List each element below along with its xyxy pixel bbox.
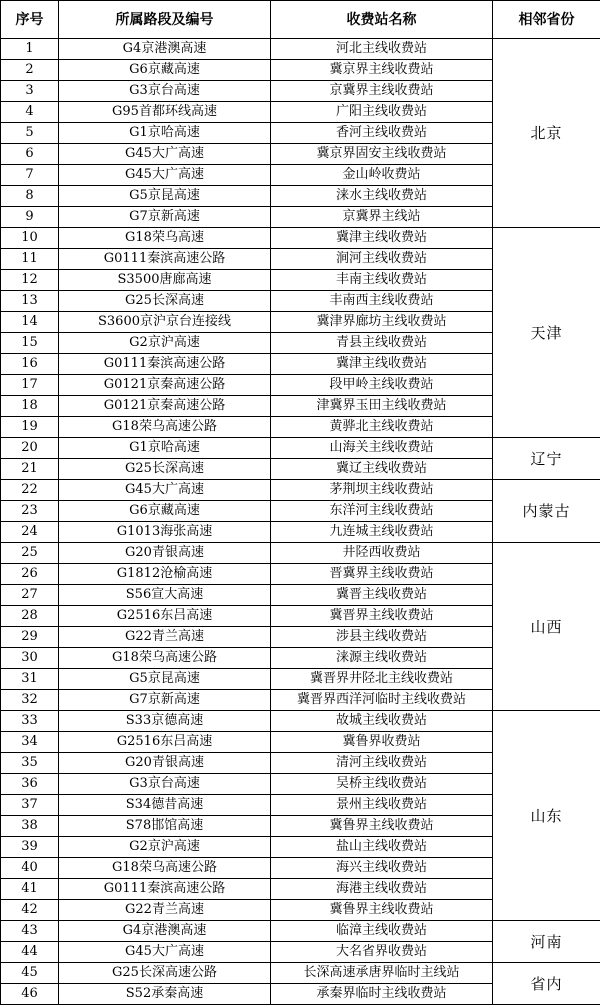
row-number: 24 [1,522,59,543]
header-station: 收费站名称 [271,1,493,39]
station-name: 冀津主线收费站 [271,354,493,375]
road-name: S56宣大高速 [59,585,271,606]
station-name: 丰南西主线收费站 [271,291,493,312]
road-name: G2516东吕高速 [59,606,271,627]
station-name: 晋冀界主线收费站 [271,564,493,585]
row-number: 3 [1,81,59,102]
table-row [1,543,600,564]
row-number: 39 [1,837,59,858]
station-name: 京冀界主线收费站 [271,81,493,102]
station-name: 冀京界固安主线收费站 [271,144,493,165]
road-name: G1013海张高速 [59,522,271,543]
row-number: 23 [1,501,59,522]
adjacent-province: 山东 [493,711,600,921]
station-name: 河北主线收费站 [271,39,493,60]
station-name: 香河主线收费站 [271,123,493,144]
row-number: 20 [1,438,59,459]
road-name: G18荣乌高速公路 [59,648,271,669]
road-name: G45大广高速 [59,144,271,165]
table-row [1,711,600,732]
row-number: 17 [1,375,59,396]
station-name: 冀晋界井陉北主线收费站 [271,669,493,690]
road-name: G1京哈高速 [59,438,271,459]
road-name: G0111秦滨高速公路 [59,879,271,900]
road-name: S3600京沪京台连接线 [59,312,271,333]
road-name: G3京台高速 [59,81,271,102]
station-name: 冀津界廊坊主线收费站 [271,312,493,333]
row-number: 25 [1,543,59,564]
row-number: 32 [1,690,59,711]
table-row [1,480,600,501]
station-name: 京冀界主线站 [271,207,493,228]
station-name: 冀晋界西洋河临时主线收费站 [271,690,493,711]
road-name: G5京昆高速 [59,669,271,690]
row-number: 18 [1,396,59,417]
station-name: 冀鲁界主线收费站 [271,900,493,921]
road-name: G5京昆高速 [59,186,271,207]
road-name: G22青兰高速 [59,900,271,921]
station-name: 津冀界玉田主线收费站 [271,396,493,417]
road-name: G7京新高速 [59,690,271,711]
station-name: 冀鲁界主线收费站 [271,816,493,837]
road-name: G6京藏高速 [59,501,271,522]
station-name: 海兴主线收费站 [271,858,493,879]
row-number: 43 [1,921,59,942]
row-number: 37 [1,795,59,816]
road-name: G4京港澳高速 [59,39,271,60]
station-name: 冀辽主线收费站 [271,459,493,480]
row-number: 16 [1,354,59,375]
station-name: 冀京界主线收费站 [271,60,493,81]
road-name: G18荣乌高速 [59,228,271,249]
road-name: S52承秦高速 [59,984,271,1005]
road-name: G25长深高速 [59,291,271,312]
road-name: S3500唐廊高速 [59,270,271,291]
station-name: 九连城主线收费站 [271,522,493,543]
station-name: 冀鲁界收费站 [271,732,493,753]
table-row [1,921,600,942]
road-name: G1812沧榆高速 [59,564,271,585]
road-name: G20青银高速 [59,753,271,774]
station-name: 广阳主线收费站 [271,102,493,123]
road-name: G3京台高速 [59,774,271,795]
road-name: G18荣乌高速公路 [59,858,271,879]
station-name: 临漳主线收费站 [271,921,493,942]
road-name: G0111秦滨高速公路 [59,354,271,375]
station-name: 故城主线收费站 [271,711,493,732]
header-no: 序号 [1,1,59,39]
row-number: 13 [1,291,59,312]
row-number: 19 [1,417,59,438]
row-number: 5 [1,123,59,144]
row-number: 44 [1,942,59,963]
station-name: 涧河主线收费站 [271,249,493,270]
road-name: G20青银高速 [59,543,271,564]
row-number: 21 [1,459,59,480]
road-name: S78邯馆高速 [59,816,271,837]
road-name: G45大广高速 [59,480,271,501]
road-name: G2京沪高速 [59,837,271,858]
table-row [1,39,600,60]
station-name: 黄骅北主线收费站 [271,417,493,438]
road-name: G25长深高速 [59,459,271,480]
row-number: 26 [1,564,59,585]
header-road: 所属路段及编号 [59,1,271,39]
table-row [1,438,600,459]
station-name: 海港主线收费站 [271,879,493,900]
row-number: 7 [1,165,59,186]
station-name: 承秦界临时主线收费站 [271,984,493,1005]
adjacent-province: 省内 [493,963,600,1005]
row-number: 36 [1,774,59,795]
adjacent-province: 山西 [493,543,600,711]
road-name: G0121京秦高速公路 [59,375,271,396]
adjacent-province: 内蒙古 [493,480,600,543]
road-name: S33京德高速 [59,711,271,732]
station-name: 涞水主线收费站 [271,186,493,207]
road-name: G45大广高速 [59,942,271,963]
station-name: 东洋河主线收费站 [271,501,493,522]
row-number: 38 [1,816,59,837]
adjacent-province: 辽宁 [493,438,600,480]
road-name: G0111秦滨高速公路 [59,249,271,270]
row-number: 45 [1,963,59,984]
row-number: 27 [1,585,59,606]
adjacent-province: 天津 [493,228,600,438]
row-number: 35 [1,753,59,774]
road-name: G7京新高速 [59,207,271,228]
station-name: 茅荆坝主线收费站 [271,480,493,501]
road-name: G2516东吕高速 [59,732,271,753]
table-row [1,963,600,984]
header-province: 相邻省份 [493,1,600,39]
road-name: G1京哈高速 [59,123,271,144]
row-number: 40 [1,858,59,879]
road-name: G18荣乌高速公路 [59,417,271,438]
row-number: 29 [1,627,59,648]
station-name: 冀津主线收费站 [271,228,493,249]
road-name: G0121京秦高速公路 [59,396,271,417]
station-name: 段甲岭主线收费站 [271,375,493,396]
road-name: S34德昔高速 [59,795,271,816]
station-name: 青县主线收费站 [271,333,493,354]
row-number: 46 [1,984,59,1005]
row-number: 6 [1,144,59,165]
row-number: 11 [1,249,59,270]
row-number: 30 [1,648,59,669]
station-name: 冀晋主线收费站 [271,585,493,606]
row-number: 1 [1,39,59,60]
station-name: 涉县主线收费站 [271,627,493,648]
row-number: 22 [1,480,59,501]
station-name: 大名省界收费站 [271,942,493,963]
row-number: 33 [1,711,59,732]
station-name: 景州主线收费站 [271,795,493,816]
row-number: 14 [1,312,59,333]
row-number: 41 [1,879,59,900]
table-body [1,39,600,1005]
station-name: 山海关主线收费站 [271,438,493,459]
adjacent-province: 河南 [493,921,600,963]
header-row [1,1,600,39]
row-number: 42 [1,900,59,921]
row-number: 10 [1,228,59,249]
row-number: 4 [1,102,59,123]
station-name: 丰南主线收费站 [271,270,493,291]
station-name: 金山岭收费站 [271,165,493,186]
road-name: G2京沪高速 [59,333,271,354]
row-number: 2 [1,60,59,81]
station-name: 清河主线收费站 [271,753,493,774]
row-number: 9 [1,207,59,228]
station-name: 吴桥主线收费站 [271,774,493,795]
row-number: 12 [1,270,59,291]
row-number: 34 [1,732,59,753]
row-number: 31 [1,669,59,690]
road-name: G4京港澳高速 [59,921,271,942]
row-number: 28 [1,606,59,627]
row-number: 8 [1,186,59,207]
road-name: G6京藏高速 [59,60,271,81]
station-name: 长深高速承唐界临时主线站 [271,963,493,984]
table-row [1,228,600,249]
road-name: G95首都环线高速 [59,102,271,123]
station-name: 盐山主线收费站 [271,837,493,858]
road-name: G25长深高速公路 [59,963,271,984]
road-name: G22青兰高速 [59,627,271,648]
row-number: 15 [1,333,59,354]
station-name: 冀晋界主线收费站 [271,606,493,627]
road-name: G45大广高速 [59,165,271,186]
station-name: 涞源主线收费站 [271,648,493,669]
station-name: 井陉西收费站 [271,543,493,564]
adjacent-province: 北京 [493,39,600,228]
